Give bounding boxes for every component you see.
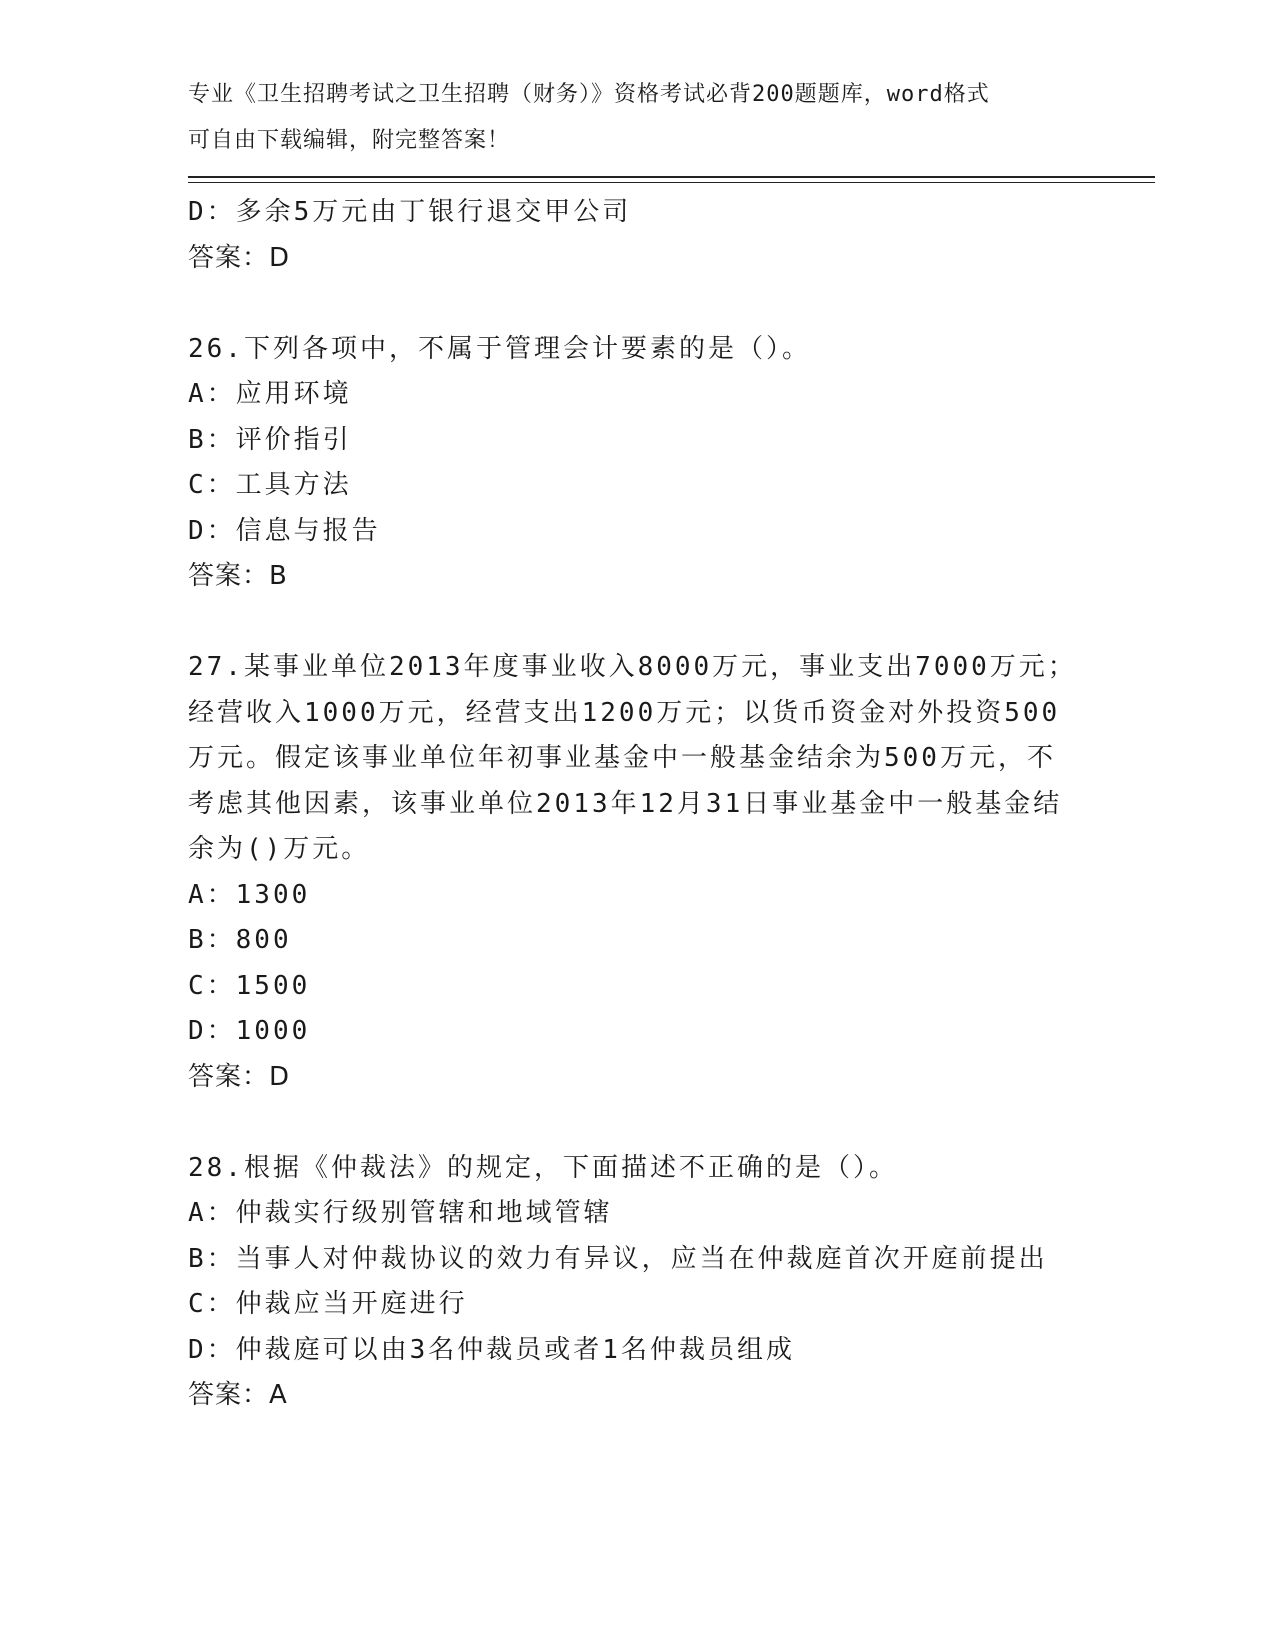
q27-stem-line-5: 余为()万元。 bbox=[188, 834, 371, 864]
q28-stem: 28.根据《仲裁法》的规定，下面描述不正确的是（）。 bbox=[188, 1152, 898, 1183]
q27-stem-line-2: 经营收入1000万元，经营支出1200万元；以货币资金对外投资500 bbox=[188, 697, 1061, 728]
q27-answer: 答案：D bbox=[188, 1061, 291, 1092]
q28-option-a: A：仲裁实行级别管辖和地域管辖 bbox=[188, 1198, 613, 1228]
q27-option-b: B：800 bbox=[188, 925, 292, 955]
question-25 bbox=[188, 190, 1088, 281]
spacer bbox=[188, 281, 1088, 327]
question-content bbox=[188, 190, 1088, 1419]
question-27 bbox=[188, 645, 1088, 1100]
q28-answer: 答案：A bbox=[188, 1380, 288, 1410]
header-rule-thick bbox=[188, 176, 1155, 178]
q26-option-a: A：应用环境 bbox=[188, 379, 352, 409]
question-26 bbox=[188, 327, 1088, 600]
q27-stem-line-1: 27.某事业单位2013年度事业收入8000万元，事业支出7000万元； bbox=[188, 652, 1077, 682]
q27-stem-line-4: 考虑其他因素，该事业单位2013年12月31日事业基金中一般基金结 bbox=[188, 788, 1063, 819]
q27-stem-line-3: 万元。假定该事业单位年初事业基金中一般基金结余为500万元，不 bbox=[188, 743, 1056, 773]
q26-stem: 26.下列各项中，不属于管理会计要素的是（）。 bbox=[188, 333, 811, 364]
q27-option-c: C：1500 bbox=[188, 970, 311, 1001]
q28-option-b: B：当事人对仲裁协议的效力有异议，应当在仲裁庭首次开庭前提出 bbox=[188, 1243, 1048, 1274]
header-rule-thin bbox=[188, 182, 1155, 183]
header-line-2: 可自由下载编辑，附完整答案！ bbox=[188, 127, 511, 153]
spacer bbox=[188, 600, 1088, 646]
q26-option-b: B：评价指引 bbox=[188, 424, 352, 455]
q26-answer: 答案：B bbox=[188, 561, 288, 591]
q26-option-d: D：信息与报告 bbox=[188, 515, 381, 546]
q27-option-d: D：1000 bbox=[188, 1016, 311, 1046]
q28-option-c: C：仲裁应当开庭进行 bbox=[188, 1289, 468, 1319]
page-header bbox=[188, 72, 1068, 163]
q25-option-d: D：多余5万元由丁银行退交甲公司 bbox=[188, 197, 632, 227]
q26-option-c: C：工具方法 bbox=[188, 470, 352, 500]
q27-option-a: A：1300 bbox=[188, 879, 311, 910]
spacer bbox=[188, 1100, 1088, 1146]
header-line-1: 专业《卫生招聘考试之卫生招聘（财务）》资格考试必背200题题库，word格式 bbox=[188, 82, 990, 107]
q25-answer: 答案：D bbox=[188, 242, 291, 273]
question-28 bbox=[188, 1146, 1088, 1419]
q28-option-d: D：仲裁庭可以由3名仲裁员或者1名仲裁员组成 bbox=[188, 1334, 795, 1365]
